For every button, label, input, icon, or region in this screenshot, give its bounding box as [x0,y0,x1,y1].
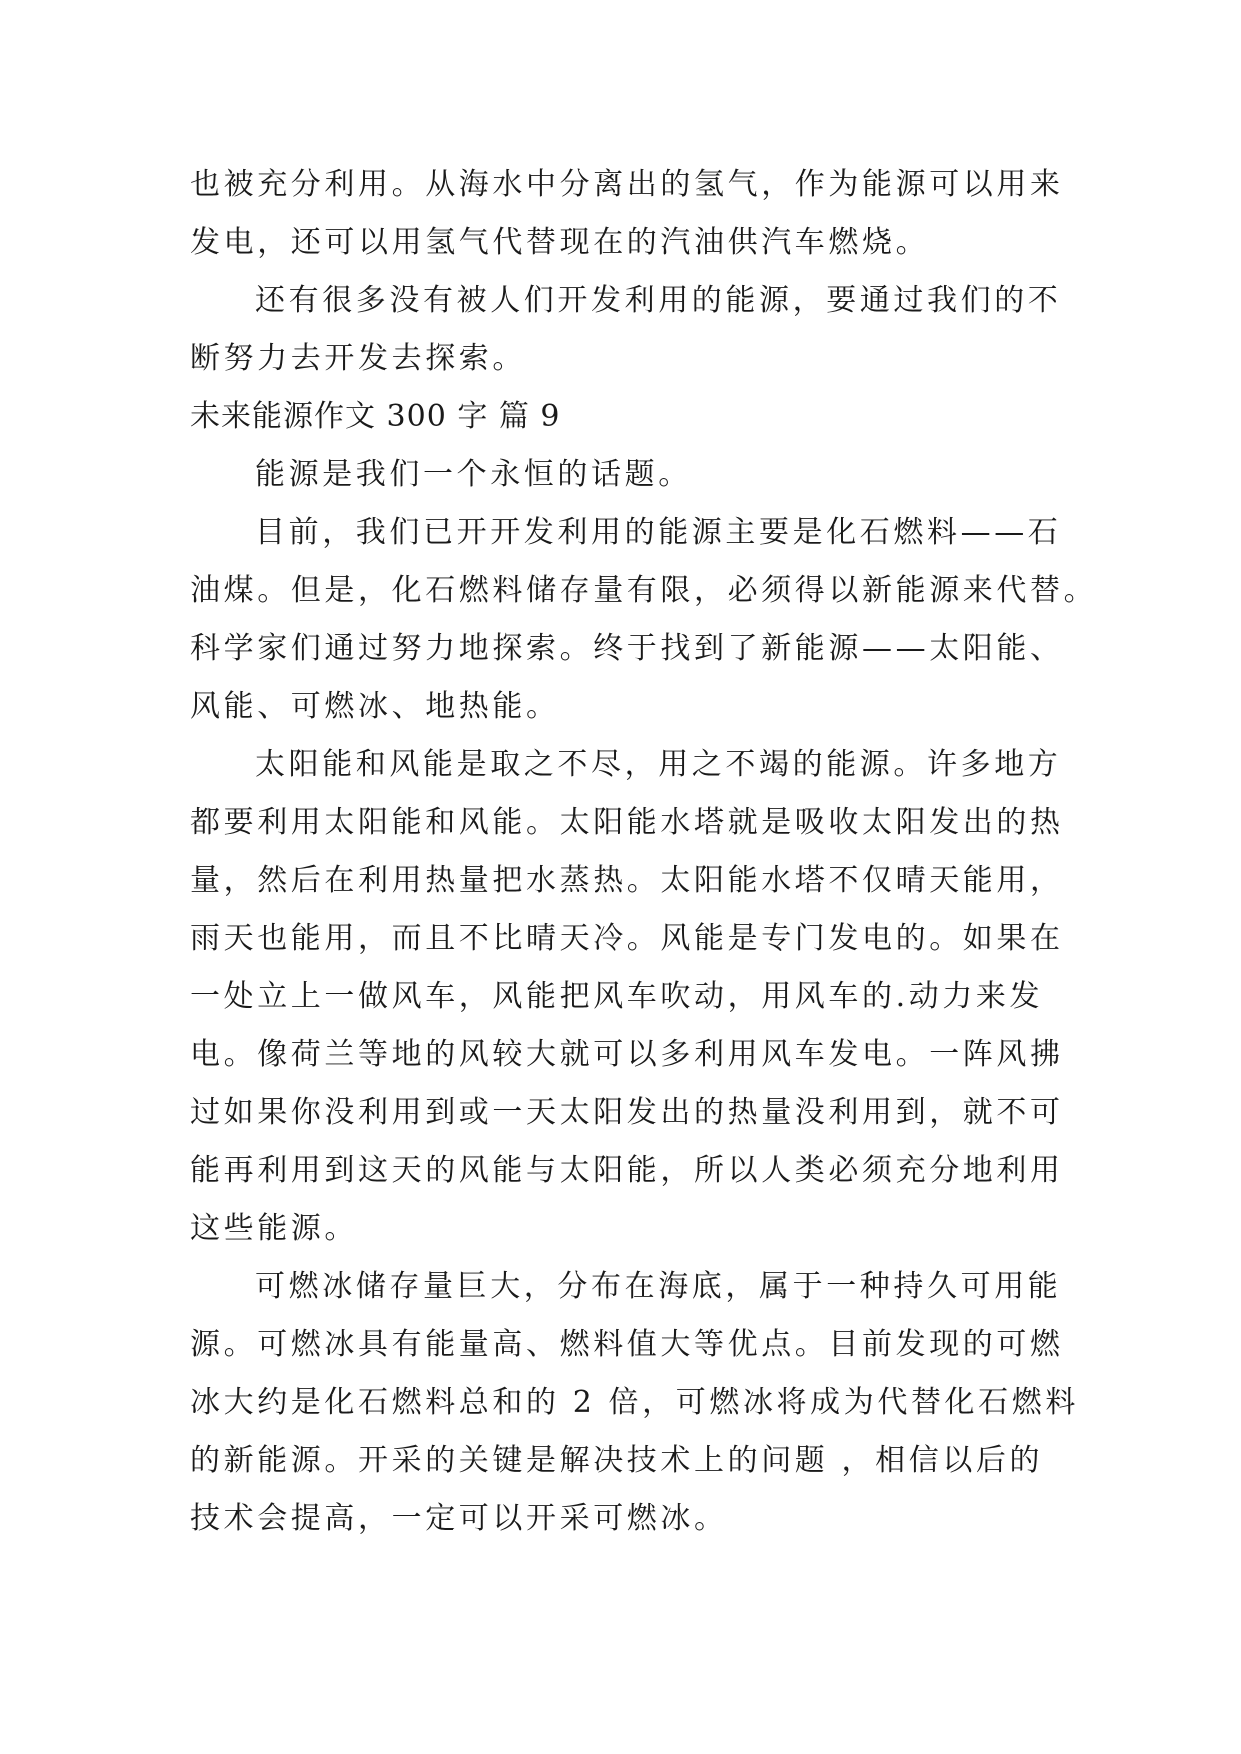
text-line: 发电，还可以用氢气代替现在的汽油供汽车燃烧。 [190,225,930,260]
text-line: 冰大约是化石燃料总和的 2 倍，可燃冰将成为代替化石燃料 [190,1385,1079,1420]
text-line: 断努力去开发去探索。 [190,341,526,376]
text-line: 电。像荷兰等地的风较大就可以多利用风车发电。一阵风拂 [190,1037,1064,1072]
document-page [190,156,1098,1548]
text-line: 太阳能和风能是取之不尽，用之不竭的能源。许多地方 [255,747,1062,782]
text-line: 也被充分利用。从海水中分离出的氢气，作为能源可以用来 [190,167,1064,202]
paragraph [190,736,1064,1258]
text-line: 技术会提高，一定可以开采可燃冰。 [190,1501,728,1536]
text-line: 目前，我们已开开发利用的能源主要是化石燃料——石 [255,515,1062,550]
text-line: 的新能源。开采的关键是解决技术上的问题 ，相信以后的 [190,1443,1044,1478]
paragraph [190,446,1052,504]
text-line: 可燃冰储存量巨大，分布在海底，属于一种持久可用能 [255,1269,1062,1304]
text-line: 都要利用太阳能和风能。太阳能水塔就是吸收太阳发出的热 [190,805,1064,840]
text-line: 过如果你没利用到或一天太阳发出的热量没利用到，就不可 [190,1095,1064,1130]
text-line: 还有很多没有被人们开发利用的能源，要通过我们的不 [255,283,1062,318]
text-line: 能源是我们一个永恒的话题。 [255,457,692,492]
text-line: 科学家们通过努力地探索。终于找到了新能源——太阳能、 [190,631,1064,666]
text-line: 量，然后在利用热量把水蒸热。太阳能水塔不仅晴天能用， [190,863,1064,898]
heading-text: 未来能源作文 300 字 篇 9 [190,399,561,434]
text-line: 油煤。但是，化石燃料储存量有限，必须得以新能源来代替。 [190,573,1098,608]
text-line: 风能、可燃冰、地热能。 [190,689,560,724]
section-heading [190,388,1052,446]
paragraph [190,272,1062,388]
paragraph [190,1258,1079,1548]
text-line: 雨天也能用，而且不比晴天冷。风能是专门发电的。如果在 [190,921,1064,956]
paragraph [190,504,1098,736]
text-line: 能再利用到这天的风能与太阳能，所以人类必须充分地利用 [190,1153,1064,1188]
text-line: 这些能源。 [190,1211,358,1246]
paragraph-continuation [190,156,1064,272]
text-line: 源。可燃冰具有能量高、燃料值大等优点。目前发现的可燃 [190,1327,1064,1362]
text-line: 一处立上一做风车，风能把风车吹动，用风车的.动力来发 [190,979,1044,1014]
